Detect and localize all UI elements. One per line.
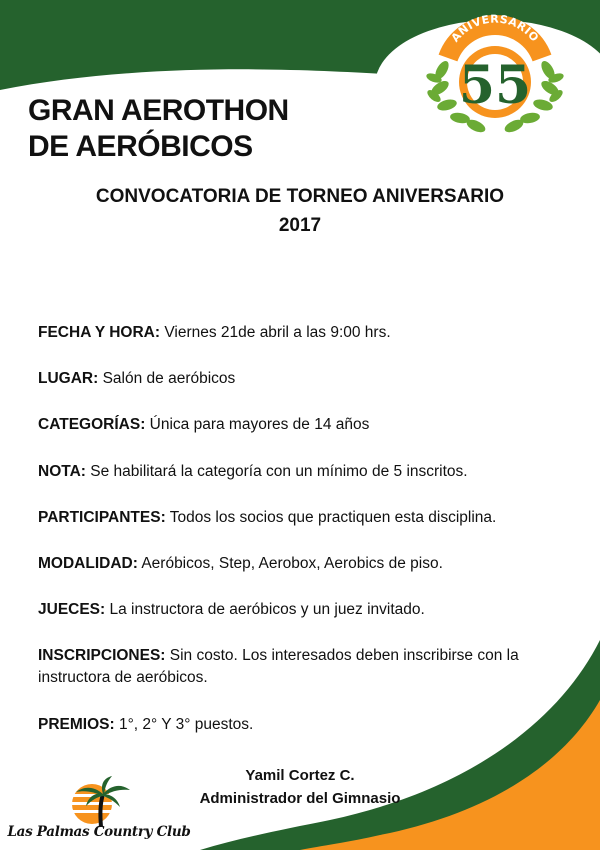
field-value: Salón de aeróbicos xyxy=(98,370,236,388)
field-note xyxy=(38,461,568,483)
laurel-icon xyxy=(420,0,570,140)
page-title xyxy=(28,93,289,165)
field-value: La instructora de aeróbicos y un juez invitado. xyxy=(105,601,425,619)
event-details xyxy=(38,322,568,760)
field-value: Sin costo. Los interesados deben inscribirse con la instructora de aeróbicos. xyxy=(38,647,519,687)
field-judges xyxy=(38,599,568,621)
field-modality xyxy=(38,553,568,575)
subtitle-line-1: CONVOCATORIA DE TORNEO ANIVERSARIO xyxy=(95,186,505,207)
field-participants xyxy=(38,507,568,529)
field-value: Todos los socios que practiquen esta disciplina. xyxy=(165,508,497,526)
page-subtitle xyxy=(0,182,600,240)
title-line-1: GRAN AEROTHON xyxy=(28,94,289,127)
anniversary-arc-text: ANIVERSARIO xyxy=(448,12,542,45)
field-location xyxy=(38,368,568,390)
field-label: CATEGORÍAS: xyxy=(38,416,146,434)
palm-tree-icon xyxy=(4,772,194,832)
signature-name: Yamil Cortez C. xyxy=(245,767,355,784)
anniversary-logo xyxy=(420,0,570,140)
field-registration xyxy=(38,645,568,689)
field-label: MODALIDAD: xyxy=(38,554,138,572)
field-value: Viernes 21de abril a las 9:00 hrs. xyxy=(160,324,391,341)
field-label: INSCRIPCIONES: xyxy=(38,647,166,665)
field-date-time xyxy=(38,322,568,344)
field-label: LUGAR: xyxy=(38,370,99,388)
field-categories xyxy=(38,414,568,436)
club-logo xyxy=(4,772,194,850)
title-line-2: DE AERÓBICOS xyxy=(28,130,253,163)
field-label: PARTICIPANTES: xyxy=(38,508,166,526)
field-label: FECHA Y HORA: xyxy=(38,324,161,341)
field-prizes xyxy=(38,714,568,736)
field-label: NOTA: xyxy=(38,462,86,480)
field-value: Única para mayores de 14 años xyxy=(145,416,370,434)
signature-role: Administrador del Gimnasio xyxy=(199,790,401,807)
subtitle-line-2: 2017 xyxy=(278,215,322,236)
field-label: PREMIOS: xyxy=(38,715,115,733)
anniversary-number: 55 xyxy=(458,55,532,116)
club-name: Las Palmas Country Club xyxy=(7,824,191,840)
field-label: JUECES: xyxy=(38,601,106,619)
field-value: Aeróbicos, Step, Aerobox, Aerobics de piso. xyxy=(137,554,443,572)
field-value: 1°, 2° Y 3° puestos. xyxy=(114,715,254,733)
field-value: Se habilitará la categoría con un mínimo de 5 inscritos. xyxy=(85,462,468,480)
